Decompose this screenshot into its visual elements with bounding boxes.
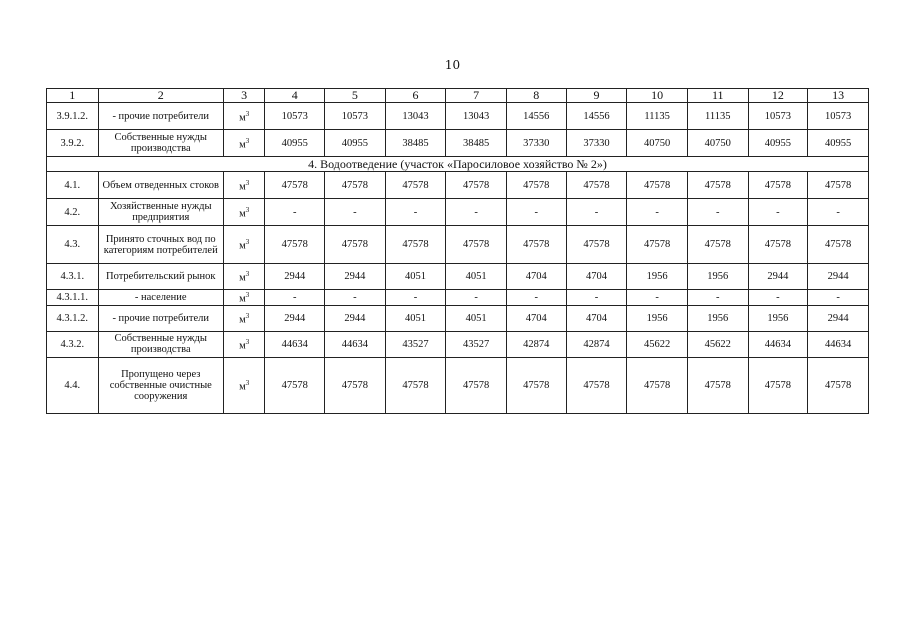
value-cell: 47578 [748, 226, 808, 264]
value-cell: 40750 [687, 130, 748, 157]
unit-cell [223, 130, 264, 157]
value-cell: 47578 [446, 226, 507, 264]
page-number: 10 [444, 58, 461, 72]
unit-cell [223, 357, 264, 413]
row-name: Собственные нужды производства [98, 331, 223, 357]
value-cell: 4704 [566, 305, 627, 331]
header-row [47, 89, 869, 103]
value-cell: 44634 [748, 331, 808, 357]
row-code: 4.3. [47, 226, 99, 264]
value-cell: 47578 [385, 357, 446, 413]
unit-exponent: 3 [245, 378, 250, 387]
column-header: 3 [223, 89, 264, 103]
data-table [46, 88, 869, 414]
value-cell: - [627, 199, 688, 226]
unit-cell [223, 172, 264, 199]
column-header: 7 [446, 89, 507, 103]
value-cell: 2944 [265, 305, 325, 331]
value-cell: 43527 [446, 331, 507, 357]
unit-cell [223, 305, 264, 331]
value-cell: 47578 [325, 172, 386, 199]
unit-cell [223, 103, 264, 130]
table-row [47, 357, 869, 413]
column-header: 10 [627, 89, 688, 103]
value-cell: 43527 [385, 331, 446, 357]
unit-cell [223, 264, 264, 290]
value-cell: 47578 [265, 357, 325, 413]
value-cell: - [385, 199, 446, 226]
table-row [47, 331, 869, 357]
value-cell: 44634 [808, 331, 869, 357]
row-name: Собственные нужды производства [98, 130, 223, 157]
column-header: 12 [748, 89, 808, 103]
value-cell: 47578 [566, 357, 627, 413]
value-cell: 47578 [506, 172, 566, 199]
value-cell: 10573 [808, 103, 869, 130]
value-cell: 47578 [808, 172, 869, 199]
row-name: - прочие потребители [98, 103, 223, 130]
column-header: 9 [566, 89, 627, 103]
value-cell: 47578 [506, 357, 566, 413]
value-cell: - [506, 290, 566, 306]
value-cell: - [446, 290, 507, 306]
unit-base: м [239, 314, 246, 326]
value-cell: 11135 [627, 103, 688, 130]
value-cell: - [506, 199, 566, 226]
value-cell: 1956 [687, 264, 748, 290]
unit-exponent: 3 [245, 291, 250, 299]
column-header: 4 [265, 89, 325, 103]
row-code: 4.3.1.1. [47, 290, 99, 306]
value-cell: 47578 [265, 226, 325, 264]
unit-cell [223, 331, 264, 357]
row-code: 3.9.2. [47, 130, 99, 157]
value-cell: 37330 [506, 130, 566, 157]
value-cell: 47578 [566, 226, 627, 264]
value-cell: 2944 [325, 264, 386, 290]
value-cell: 44634 [325, 331, 386, 357]
unit-base: м [239, 293, 246, 305]
value-cell: - [446, 199, 507, 226]
value-cell: 1956 [687, 305, 748, 331]
value-cell: - [627, 290, 688, 306]
table-row [47, 130, 869, 157]
value-cell: 11135 [687, 103, 748, 130]
value-cell: 4051 [446, 305, 507, 331]
value-cell: 1956 [627, 305, 688, 331]
value-cell: - [265, 290, 325, 306]
value-cell: 2944 [265, 264, 325, 290]
value-cell: 1956 [627, 264, 688, 290]
value-cell: 42874 [566, 331, 627, 357]
table-row [47, 290, 869, 306]
value-cell: 40750 [627, 130, 688, 157]
row-code: 4.4. [47, 357, 99, 413]
unit-exponent: 3 [245, 205, 250, 214]
unit-cell [223, 290, 264, 306]
table-row [47, 199, 869, 226]
value-cell: 2944 [748, 264, 808, 290]
unit-exponent: 3 [245, 337, 250, 346]
row-code: 3.9.1.2. [47, 103, 99, 130]
row-code: 4.1. [47, 172, 99, 199]
table-row [47, 103, 869, 130]
value-cell: 45622 [687, 331, 748, 357]
row-name: - прочие потребители [98, 305, 223, 331]
row-name: Хозяйственные нужды предприятия [98, 199, 223, 226]
value-cell: 47578 [627, 172, 688, 199]
value-cell: - [687, 199, 748, 226]
value-cell: 4704 [506, 264, 566, 290]
value-cell: 2944 [808, 264, 869, 290]
value-cell: - [566, 199, 627, 226]
value-cell: 47578 [385, 172, 446, 199]
unit-base: м [239, 139, 246, 151]
column-header: 1 [47, 89, 99, 103]
unit-base: м [239, 208, 246, 220]
value-cell: 45622 [627, 331, 688, 357]
value-cell: 1956 [748, 305, 808, 331]
unit-exponent: 3 [245, 178, 250, 187]
value-cell: 47578 [325, 357, 386, 413]
value-cell: 4704 [506, 305, 566, 331]
value-cell: 47578 [385, 226, 446, 264]
value-cell: 40955 [808, 130, 869, 157]
value-cell: 40955 [748, 130, 808, 157]
unit-exponent: 3 [245, 270, 250, 279]
value-cell: 47578 [506, 226, 566, 264]
value-cell: 13043 [446, 103, 507, 130]
value-cell: 44634 [265, 331, 325, 357]
value-cell: 47578 [687, 226, 748, 264]
value-cell: - [566, 290, 627, 306]
table-row [47, 305, 869, 331]
value-cell: 42874 [506, 331, 566, 357]
value-cell: 13043 [385, 103, 446, 130]
value-cell: 37330 [566, 130, 627, 157]
value-cell: 47578 [687, 172, 748, 199]
value-cell: 38485 [385, 130, 446, 157]
section-row [47, 157, 869, 172]
unit-cell [223, 199, 264, 226]
table-body [47, 89, 869, 414]
value-cell: - [385, 290, 446, 306]
row-name: Пропущено через собственные очистные сооружения [98, 357, 223, 413]
value-cell: 14556 [506, 103, 566, 130]
unit-exponent: 3 [245, 238, 250, 247]
row-code: 4.2. [47, 199, 99, 226]
column-header: 5 [325, 89, 386, 103]
value-cell: 47578 [687, 357, 748, 413]
value-cell: 10573 [325, 103, 386, 130]
value-cell: - [748, 199, 808, 226]
value-cell: 47578 [748, 172, 808, 199]
unit-base: м [239, 112, 246, 124]
row-code: 4.3.1.2. [47, 305, 99, 331]
value-cell: 47578 [446, 172, 507, 199]
table-row [47, 264, 869, 290]
value-cell: 4051 [385, 264, 446, 290]
value-cell: - [808, 199, 869, 226]
row-code: 4.3.1. [47, 264, 99, 290]
value-cell: 47578 [748, 357, 808, 413]
column-header: 8 [506, 89, 566, 103]
table-row [47, 226, 869, 264]
column-header: 11 [687, 89, 748, 103]
value-cell: 47578 [627, 357, 688, 413]
value-cell: 47578 [808, 226, 869, 264]
unit-exponent: 3 [245, 136, 250, 145]
value-cell: 40955 [325, 130, 386, 157]
value-cell: 10573 [748, 103, 808, 130]
column-header: 6 [385, 89, 446, 103]
value-cell: 2944 [808, 305, 869, 331]
value-cell: 47578 [325, 226, 386, 264]
row-name: - население [98, 290, 223, 306]
unit-base: м [239, 272, 246, 284]
unit-base: м [239, 181, 246, 193]
value-cell: - [325, 199, 386, 226]
row-name: Объем отведенных стоков [98, 172, 223, 199]
value-cell: 40955 [265, 130, 325, 157]
value-cell: 4704 [566, 264, 627, 290]
value-cell: 38485 [446, 130, 507, 157]
value-cell: 4051 [385, 305, 446, 331]
value-cell: 47578 [446, 357, 507, 413]
value-cell: 10573 [265, 103, 325, 130]
value-cell: - [265, 199, 325, 226]
unit-exponent: 3 [245, 109, 250, 118]
value-cell: 47578 [627, 226, 688, 264]
unit-base: м [239, 340, 246, 352]
unit-cell [223, 226, 264, 264]
value-cell: - [687, 290, 748, 306]
row-name: Потребительский рынок [98, 264, 223, 290]
table-row [47, 172, 869, 199]
value-cell: - [748, 290, 808, 306]
value-cell: 47578 [265, 172, 325, 199]
value-cell: - [325, 290, 386, 306]
value-cell: 4051 [446, 264, 507, 290]
value-cell: 14556 [566, 103, 627, 130]
unit-base: м [239, 381, 246, 393]
row-code: 4.3.2. [47, 331, 99, 357]
unit-exponent: 3 [245, 311, 250, 320]
section-title: 4. Водоотведение (участок «Паросиловое хозяйство № 2») [47, 157, 869, 172]
value-cell: 47578 [808, 357, 869, 413]
row-name: Принято сточных вод по категориям потребителей [98, 226, 223, 264]
value-cell: 47578 [566, 172, 627, 199]
value-cell: 2944 [325, 305, 386, 331]
column-header: 13 [808, 89, 869, 103]
column-header: 2 [98, 89, 223, 103]
unit-base: м [239, 240, 246, 252]
value-cell: - [808, 290, 869, 306]
